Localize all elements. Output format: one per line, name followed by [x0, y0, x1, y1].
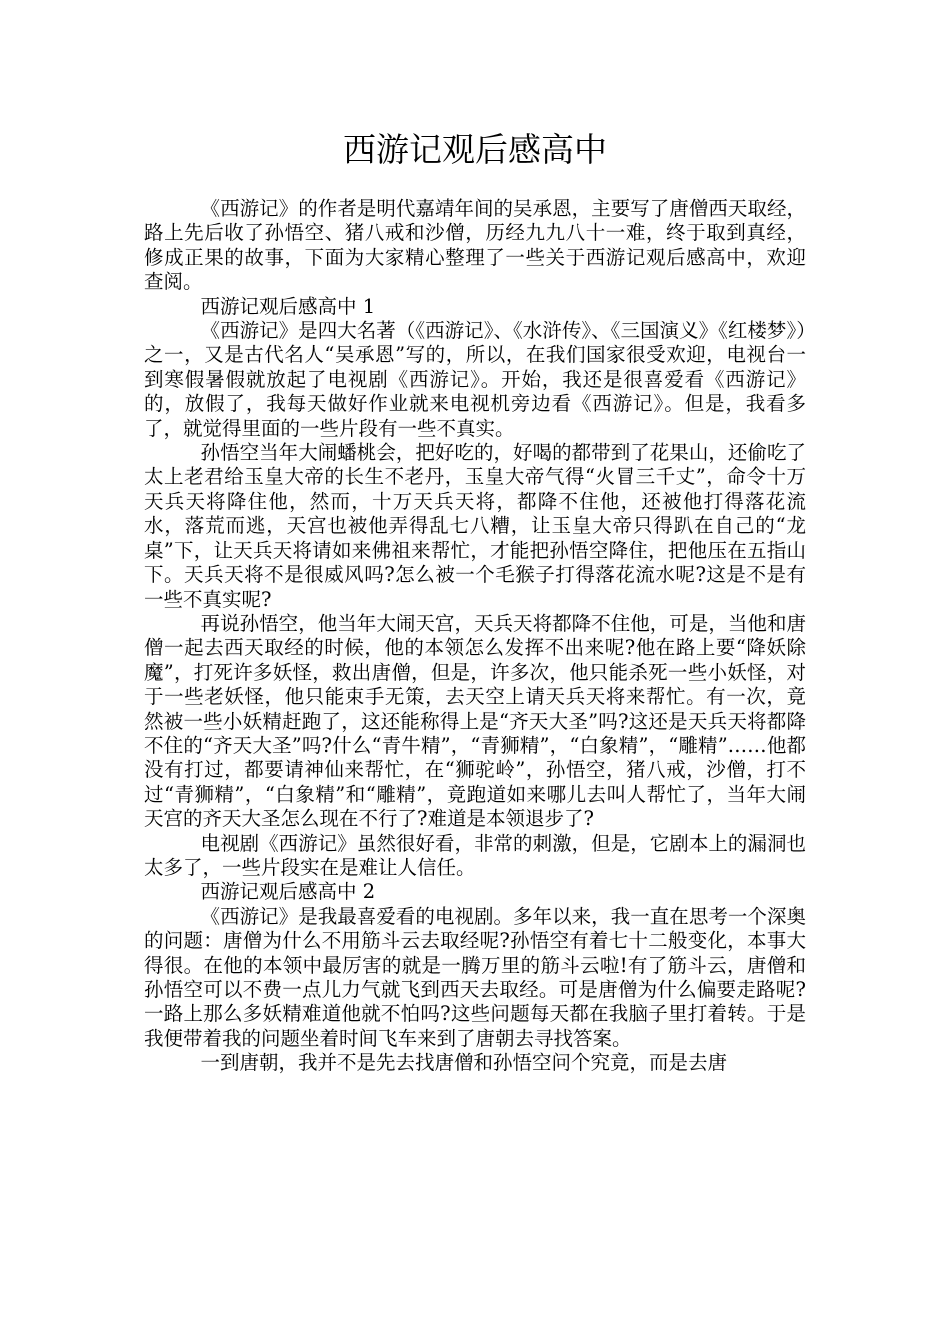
body-paragraph: 孙悟空当年大闹蟠桃会，把好吃的，好喝的都带到了花果山，还偷吃了太上老君给玉皇大帝的长生不老丹，玉皇大帝气得“火冒三千丈”，命令十万天兵天将降住他，然而，十万天兵天将，都降不住他，还被他打得落花流水，落荒而逃，天宫也被他弄得乱七八糟，让玉皇大帝只得趴在自己的“龙桌”下，让天兵天将请如来佛祖来帮忙，才能把孙悟空降住，把他压在五指山下。天兵天将不是很威风吗?怎么被一个毛猴子打得落花流水呢?这是不是有一些不真实呢? [144, 441, 806, 611]
body-paragraph: 一到唐朝，我并不是先去找唐僧和孙悟空问个究竟，而是去唐 [200, 1051, 728, 1075]
section-heading-2: 西游记观后感高中 2 [200, 880, 376, 904]
body-paragraph: 《西游记》是我最喜爱看的电视剧。多年以来，我一直在思考一个深奥的问题：唐僧为什么不用筋斗云去取经呢?孙悟空有着七十二般变化，本事大得很。在他的本领中最厉害的就是一腾万里的筋斗云啦!有了筋斗云，唐僧和孙悟空可以不费一点儿力气就飞到西天去取经。可是唐僧为什么偏要走路呢?一路上那么多妖精难道他就不怕吗?这些问题每天都在我脑子里打着转。于是我便带着我的问题坐着时间飞车来到了唐朝去寻找答案。 [144, 904, 806, 1050]
document-title: 西游记观后感高中 [343, 130, 607, 169]
intro-paragraph: 《西游记》的作者是明代嘉靖年间的吴承恩，主要写了唐僧西天取经，路上先后收了孙悟空、猪八戒和沙僧，历经九九八十一难，终于取到真经，修成正果的故事，下面为大家精心整理了一些关于西游记观后感高中，欢迎查阅。 [144, 197, 806, 294]
body-paragraph: 再说孙悟空，他当年大闹天宫，天兵天将都降不住他，可是，当他和唐僧一起去西天取经的时候，他的本领怎么发挥不出来呢?他在路上要“降妖除魔”，打死许多妖怪，救出唐僧，但是，许多次，他只能杀死一些小妖怪，对于一些老妖怪，他只能束手无策，去天空上请天兵天将来帮忙。有一次，竟然被一些小妖精赶跑了，这还能称得上是“齐天大圣”吗?这还是天兵天将都降不住的“齐天大圣”吗?什么“青牛精”，“青狮精”，“白象精”，“雕精”……他都没有打过，都要请神仙来帮忙，在“狮驼岭”，孙悟空，猪八戒，沙僧，打不过“青狮精”，“白象精”和“雕精”，竟跑道如来哪儿去叫人帮忙了，当年大闹天宫的齐天大圣怎么现在不行了?难道是本领退步了? [144, 611, 806, 831]
body-paragraph: 《西游记》是四大名著（《西游记》、《水浒传》、《三国演义》《红楼梦》）之一，又是古代名人“吴承恩”写的，所以，在我们国家很受欢迎，电视台一到寒假暑假就放起了电视剧《西游记》。开始，我还是很喜爱看《西游记》的，放假了，我每天做好作业就来电视机旁边看《西游记》。但是，我看多了，就觉得里面的一些片段有一些不真实。 [144, 319, 806, 440]
document-body [144, 197, 806, 1076]
section-heading-1: 西游记观后感高中 1 [200, 294, 376, 318]
body-paragraph: 电视剧《西游记》虽然很好看，非常的刺激，但是，它剧本上的漏洞也太多了，一些片段实在是难让人信任。 [144, 831, 806, 879]
